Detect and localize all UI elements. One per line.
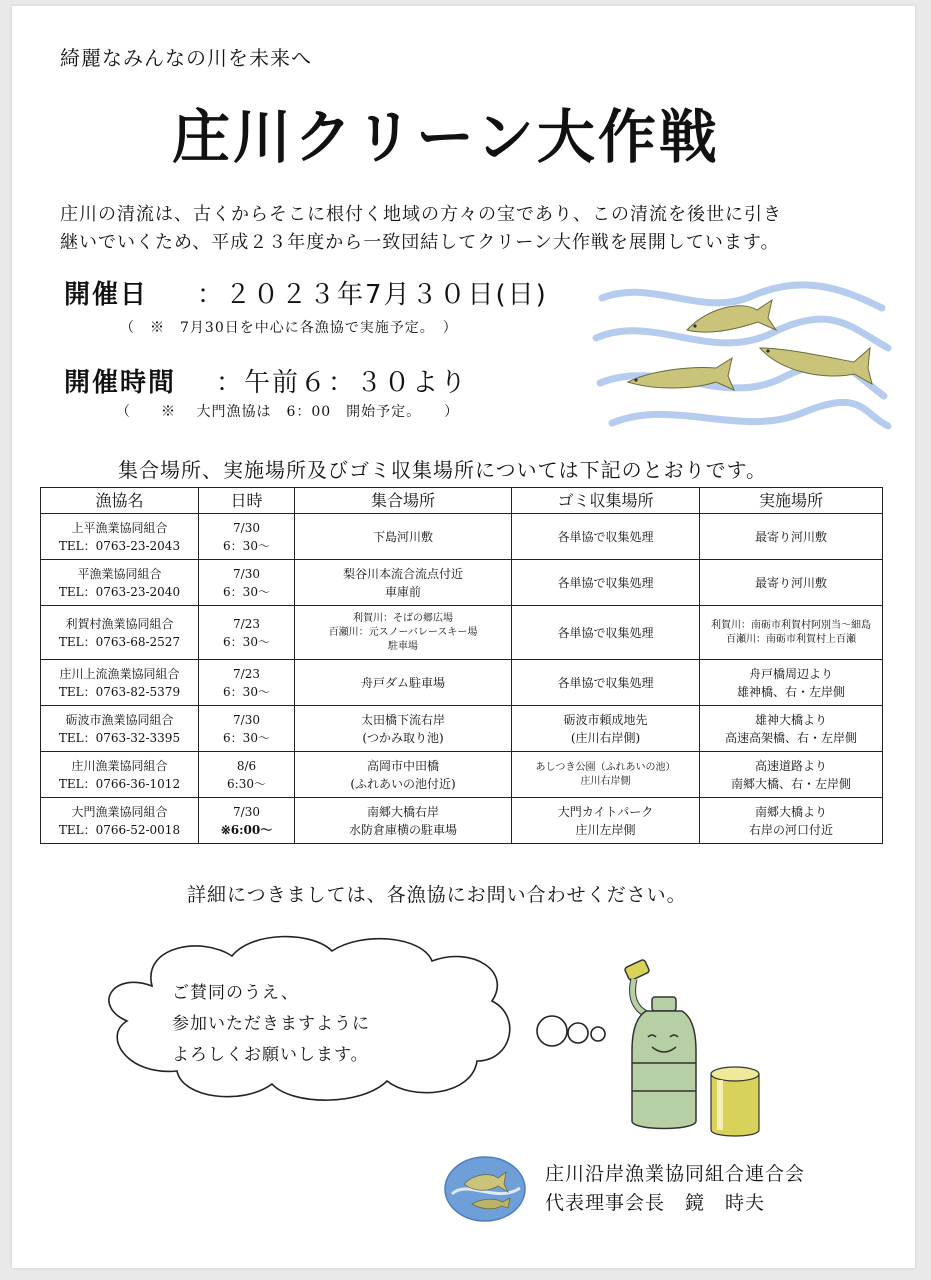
date: 7/23 <box>233 666 260 681</box>
table-header-row <box>41 488 883 514</box>
org-cell <box>41 560 199 606</box>
date-label: 開催日 <box>64 280 149 310</box>
site-line: 高速高架橋、右・左岸側 <box>724 730 857 745</box>
trash-line: 庄川左岸側 <box>575 822 636 837</box>
datetime-cell <box>199 560 295 606</box>
org-cell <box>41 798 199 844</box>
header-org: 漁協名 <box>41 488 199 514</box>
date: 7/30 <box>233 566 260 581</box>
datetime-cell <box>199 514 295 560</box>
org-tel: TEL：0763-82-5379 <box>58 684 181 699</box>
time: 6:30〜 <box>227 776 266 791</box>
date: 8/6 <box>236 758 257 773</box>
site-cell <box>700 514 883 560</box>
schedule-table <box>40 487 883 844</box>
meeting-line: 水防倉庫横の駐車場 <box>348 822 457 837</box>
org-name: 大門漁業協同組合 <box>71 804 168 819</box>
site-cell <box>700 798 883 844</box>
table-row <box>41 706 883 752</box>
trash-cell <box>512 706 700 752</box>
org-tel: TEL：0766-52-0018 <box>58 822 181 837</box>
intro-line-1: 庄川の清流は、古くからそこに根付く地域の方々の宝であり、この清流を後世に引き <box>60 204 782 225</box>
table-intro: 集合場所、実施場所及びゴミ収集場所については下記のとおりです。 <box>118 458 767 482</box>
org-name: 上平漁業協同組合 <box>71 520 168 535</box>
time: 6：30〜 <box>223 730 270 745</box>
trash-line: 各単協で収集処理 <box>557 625 654 640</box>
trash-line: (庄川右岸側) <box>570 730 641 745</box>
flyer-page <box>12 6 915 1268</box>
meeting-line: 車庫前 <box>384 584 421 599</box>
trash-line: 各単協で収集処理 <box>557 529 654 544</box>
date: 7/30 <box>233 520 260 535</box>
meeting-line: 太田橋下流右岸 <box>360 712 445 727</box>
can-icon <box>707 1064 763 1140</box>
cloud-message <box>172 978 370 1071</box>
table-row <box>41 606 883 660</box>
trash-line: 各単協で収集処理 <box>557 675 654 690</box>
site-line: 利賀川：南砺市利賀村阿別当〜細島 <box>711 619 871 631</box>
trash-cell <box>512 514 700 560</box>
site-line: 雄神橋、右・左岸側 <box>736 684 845 699</box>
trash-cell <box>512 752 700 798</box>
meeting-line: (つかみ取り池) <box>362 730 444 745</box>
cloud-line-1: ご賛同のうえ、 <box>172 983 300 1003</box>
org-name: 庄川漁業協同組合 <box>71 758 168 773</box>
trash-cell <box>512 660 700 706</box>
fish-illustration <box>592 278 892 436</box>
org-name: 利賀村漁業協同組合 <box>65 616 174 631</box>
details-note: 詳細につきましては、各漁協にお問い合わせください。 <box>187 884 687 906</box>
trash-line: あしつき公園（ふれあいの池） <box>535 761 676 773</box>
site-line: 最寄り河川敷 <box>754 529 827 544</box>
time: 6：30〜 <box>223 634 270 649</box>
site-line: 百瀬川：南砺市利賀村上百瀬 <box>726 633 856 645</box>
bottle-mascot-icon <box>612 951 712 1141</box>
trash-cell <box>512 560 700 606</box>
org-cell <box>41 514 199 560</box>
meeting-cell <box>295 752 512 798</box>
org-name: 庄川上流漁業協同組合 <box>59 666 180 681</box>
meeting-cell <box>295 560 512 606</box>
table-row <box>41 514 883 560</box>
meeting-cell <box>295 660 512 706</box>
cloud-line-2: 参加いただきますように <box>172 1014 370 1034</box>
org-cell <box>41 706 199 752</box>
site-line: 舟戸橋周辺より <box>748 666 833 681</box>
org-tel: TEL：0766-36-1012 <box>58 776 181 791</box>
table-row <box>41 560 883 606</box>
table-row <box>41 752 883 798</box>
org-cell <box>41 752 199 798</box>
org-name: 砺波市漁業協同組合 <box>65 712 174 727</box>
site-cell <box>700 560 883 606</box>
meeting-cell <box>295 606 512 660</box>
meeting-line: 梨谷川本流合流点付近 <box>342 566 463 581</box>
date-note: （ ※ 7月30日を中心に各漁協で実施予定。 ） <box>120 320 458 336</box>
intro-line-2: 継いでいくため、平成２３年度から一致団結してクリーン大作戦を展開しています。 <box>60 232 780 253</box>
date: 7/30 <box>233 712 260 727</box>
time-note: （ ※ 大門漁協は 6：00 開始予定。 ） <box>116 404 460 420</box>
intro-paragraph <box>60 201 880 257</box>
time: 6：30〜 <box>223 684 270 699</box>
org-tel: TEL：0763-23-2043 <box>58 538 181 553</box>
time: ※6:00〜 <box>220 822 273 837</box>
datetime-cell <box>199 798 295 844</box>
site-cell <box>700 706 883 752</box>
trash-line: 大門カイトパーク <box>557 804 654 819</box>
page-title: 庄川クリーン大作戦 <box>172 103 720 171</box>
header-trash-place: ゴミ収集場所 <box>512 488 700 514</box>
site-line: 南郷大橋、右・左岸側 <box>730 776 851 791</box>
header-site: 実施場所 <box>700 488 883 514</box>
time-label: 開催時間 <box>64 368 177 398</box>
meeting-line: 高岡市中田橋 <box>366 758 439 773</box>
tagline: 綺麗なみんなの川を未来へ <box>60 46 312 70</box>
header-meeting-place: 集合場所 <box>295 488 512 514</box>
meeting-line: 南郷大橋右岸 <box>366 804 439 819</box>
org-tel: TEL：0763-23-2040 <box>58 584 181 599</box>
trash-line: 各単協で収集処理 <box>557 575 654 590</box>
table-row <box>41 798 883 844</box>
trash-line: 庄川右岸側 <box>580 775 631 787</box>
date: 7/23 <box>233 616 260 631</box>
site-line: 高速道路より <box>754 758 827 773</box>
date: 7/30 <box>233 804 260 819</box>
table-row <box>41 660 883 706</box>
site-cell <box>700 606 883 660</box>
meeting-line: (ふれあいの池付近) <box>350 776 456 791</box>
meeting-line: 舟戸ダム駐車場 <box>360 675 445 690</box>
trash-line: 砺波市頼成地先 <box>563 712 648 727</box>
meeting-cell <box>295 706 512 752</box>
meeting-cell <box>295 514 512 560</box>
site-line: 右岸の河口付近 <box>748 822 833 837</box>
site-line: 南郷大橋より <box>754 804 827 819</box>
site-line: 最寄り河川敷 <box>754 575 827 590</box>
meeting-line: 利賀川：そばの郷広場 <box>353 612 453 624</box>
signature-block <box>545 1160 805 1218</box>
meeting-line: 百瀬川：元スノーバレースキー場 <box>328 626 478 638</box>
meeting-cell <box>295 798 512 844</box>
site-cell <box>700 752 883 798</box>
datetime-cell <box>199 606 295 660</box>
representative-name: 代表理事会長 鏡 時夫 <box>545 1192 766 1214</box>
org-tel: TEL：0763-32-3395 <box>58 730 181 745</box>
trash-cell <box>512 606 700 660</box>
trash-cell <box>512 798 700 844</box>
site-line: 雄神大橋より <box>754 712 827 727</box>
org-cell <box>41 606 199 660</box>
meeting-line: 駐車場 <box>388 640 418 652</box>
time: 6：30〜 <box>223 584 270 599</box>
datetime-cell <box>199 752 295 798</box>
org-cell <box>41 660 199 706</box>
site-cell <box>700 660 883 706</box>
cloud-line-3: よろしくお願いします。 <box>172 1045 369 1065</box>
meeting-line: 下島河川敷 <box>372 529 433 544</box>
org-tel: TEL：0763-68-2527 <box>58 634 181 649</box>
datetime-cell <box>199 706 295 752</box>
org-name: 庄川沿岸漁業協同組合連合会 <box>545 1163 806 1185</box>
time-value: ：午前６：３０より <box>216 368 469 398</box>
time: 6：30〜 <box>223 538 270 553</box>
org-name: 平漁業協同組合 <box>77 566 162 581</box>
federation-logo <box>442 1154 528 1224</box>
date-value: ：２０２３年7月３０日(日) <box>197 280 548 310</box>
datetime-cell <box>199 660 295 706</box>
header-datetime: 日時 <box>199 488 295 514</box>
